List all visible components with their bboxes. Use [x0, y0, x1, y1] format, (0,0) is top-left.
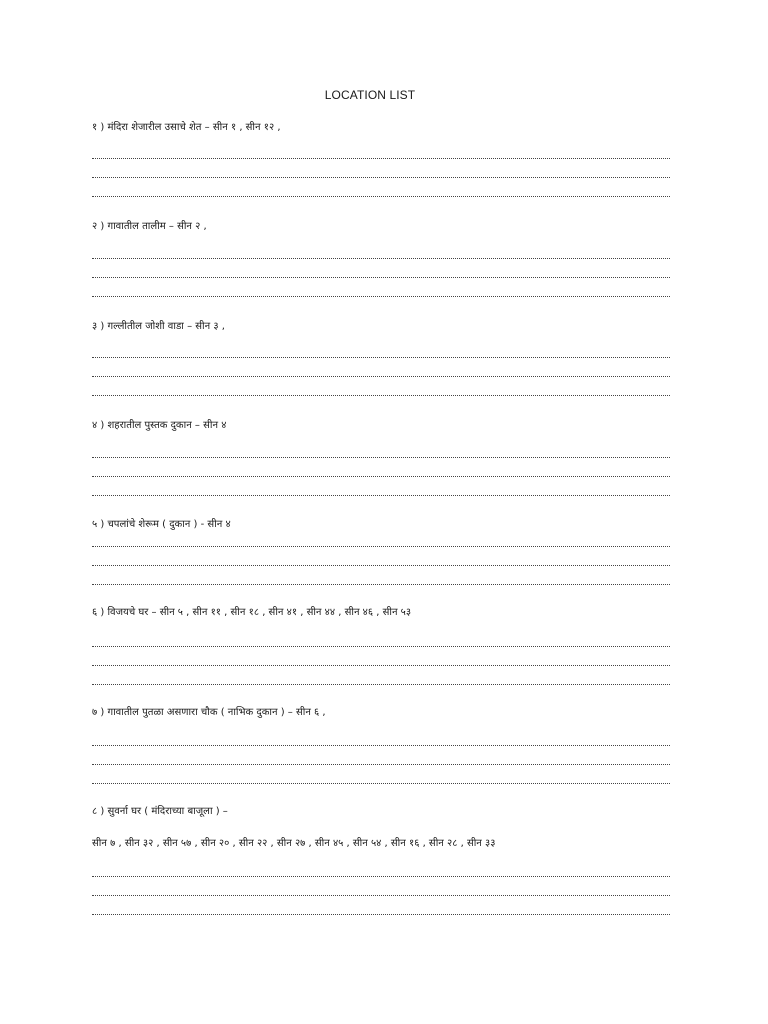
blank-line	[92, 914, 670, 915]
section-heading-5: ५ ) चपलांचे शेरूम ( दुकान ) - सीन ४	[92, 519, 231, 530]
blank-line	[92, 895, 670, 896]
blank-line	[92, 584, 670, 585]
section-heading-3: ३ ) गल्लीतील जोशी वाडा – सीन ३ ,	[92, 321, 225, 332]
blank-line	[92, 876, 670, 877]
blank-line	[92, 196, 670, 197]
blank-line	[92, 395, 670, 396]
blank-line	[92, 258, 670, 259]
blank-line	[92, 357, 670, 358]
page-title: LOCATION LIST	[324, 88, 416, 102]
blank-line	[92, 565, 670, 566]
section-scene-list-8: सीन ७ , सीन ३२ , सीन ५७ , सीन २० , सीन २२ , सीन २७ , सीन ४५ , सीन ५४ , सीन १६ , सीन २८ , सीन ३३	[92, 838, 496, 849]
blank-line	[92, 376, 670, 377]
blank-line	[92, 296, 670, 297]
section-heading-4: ४ ) शहरातील पुस्तक दुकान – सीन ४	[92, 420, 227, 431]
section-heading-7: ७ ) गावातील पुतळा असणारा चौक ( नाभिक दुकान ) – सीन ६ ,	[92, 707, 326, 718]
blank-line	[92, 177, 670, 178]
blank-line	[92, 684, 670, 685]
blank-line	[92, 646, 670, 647]
blank-line	[92, 745, 670, 746]
blank-line	[92, 495, 670, 496]
blank-line	[92, 476, 670, 477]
blank-line	[92, 764, 670, 765]
blank-line	[92, 158, 670, 159]
section-heading-8: ८ ) सुवर्ना घर ( मंदिराच्या बाजूला ) –	[92, 806, 228, 817]
blank-line	[92, 546, 670, 547]
blank-line	[92, 783, 670, 784]
section-heading-6: ६ ) विजयचे घर – सीन ५ , सीन ११ , सीन १८ , सीन ४१ , सीन ४४ , सीन ४६ , सीन ५३	[92, 607, 412, 618]
section-heading-2: २ ) गावातील तालीम – सीन २ ,	[92, 221, 207, 232]
blank-line	[92, 277, 670, 278]
blank-line	[92, 457, 670, 458]
blank-line	[92, 665, 670, 666]
section-heading-1: १ ) मंदिरा शेजारील उसाचे शेत – सीन १ , सीन १२ ,	[92, 122, 281, 133]
